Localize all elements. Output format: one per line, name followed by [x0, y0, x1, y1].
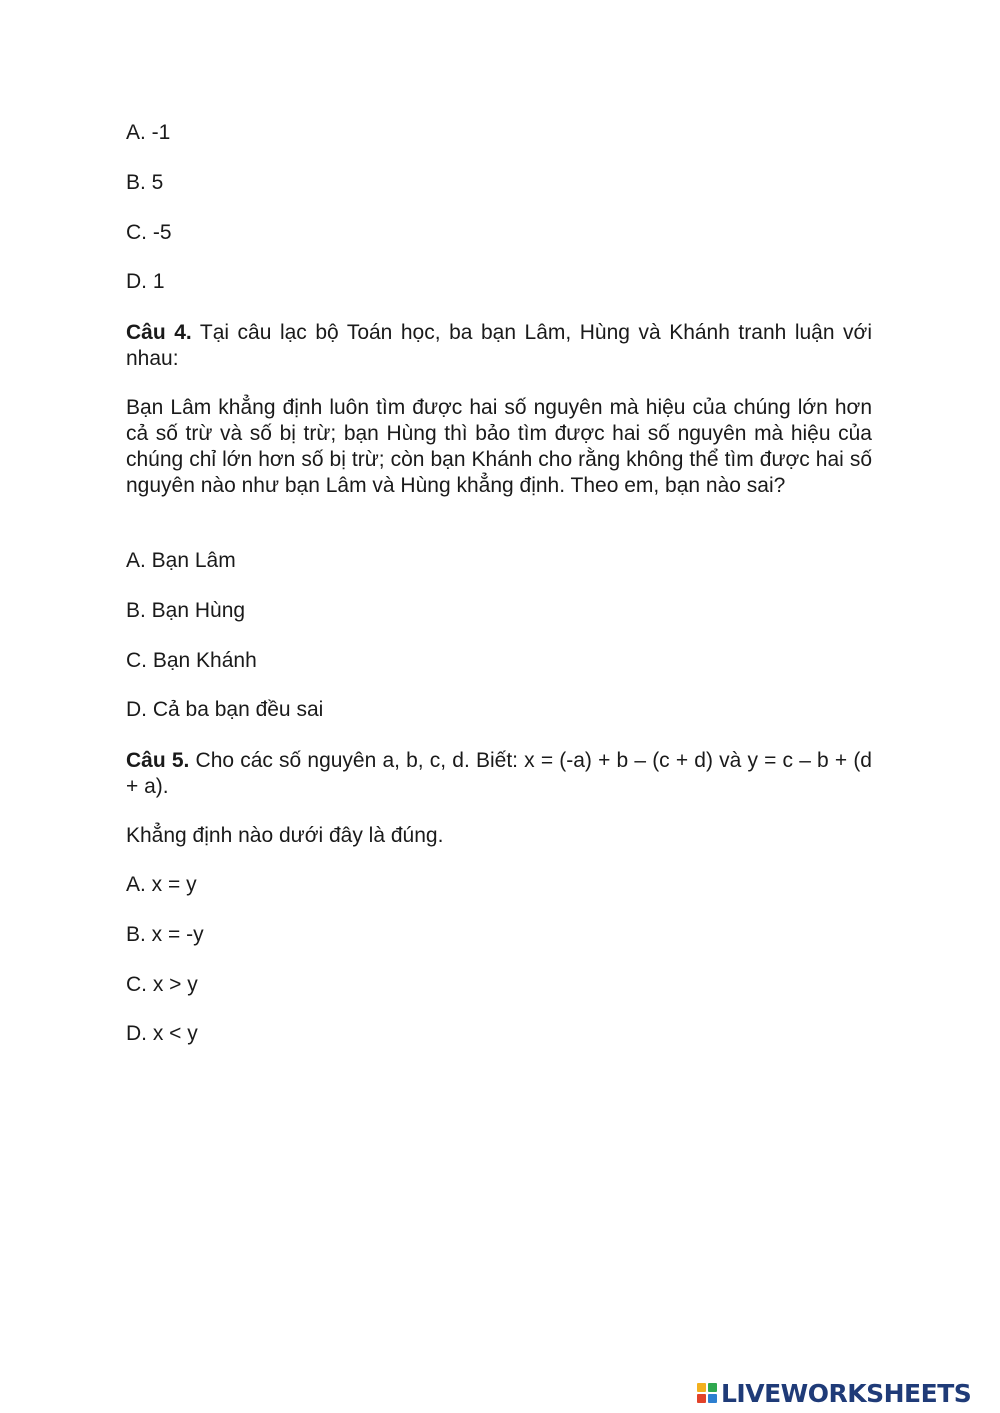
q3-option-d: D. 1 — [126, 270, 165, 293]
q4-option-c: C. Bạn Khánh — [126, 649, 257, 672]
liveworksheets-logo-icon — [697, 1383, 717, 1403]
liveworksheets-logo — [697, 1378, 971, 1408]
q5-label: Câu 5. — [126, 749, 190, 772]
q5-stem-text: Cho các số nguyên a, b, c, d. Biết: x = (-a) + b – (c + d) và y = c – b + (d + a). — [126, 749, 872, 798]
q5-option-a: A. x = y — [126, 873, 197, 896]
q5-prompt: Khẳng định nào dưới đây là đúng. — [126, 824, 444, 847]
logo-square-3 — [697, 1394, 706, 1403]
q5-stem — [126, 748, 872, 800]
q5-option-b: B. x = -y — [126, 923, 204, 946]
q4-option-d: D. Cả ba bạn đều sai — [126, 698, 324, 721]
q5-option-c: C. x > y — [126, 973, 198, 996]
logo-square-4 — [708, 1394, 717, 1403]
q4-label: Câu 4. — [126, 321, 192, 344]
q3-option-a: A. -1 — [126, 121, 171, 144]
q4-stem — [126, 320, 872, 372]
q3-option-c: C. -5 — [126, 221, 172, 244]
logo-brand-text: LIVEWORKSHEETS — [721, 1378, 972, 1408]
q4-option-b: B. Bạn Hùng — [126, 599, 246, 622]
q3-option-b: B. 5 — [126, 171, 164, 194]
logo-square-2 — [708, 1383, 717, 1392]
q5-option-d: D. x < y — [126, 1022, 198, 1045]
logo-square-1 — [697, 1383, 706, 1392]
q4-option-a: A. Bạn Lâm — [126, 549, 236, 572]
q4-body: Bạn Lâm khẳng định luôn tìm được hai số nguyên mà hiệu của chúng lớn hơn cả số trừ và số bị trừ; bạn Hùng thì bảo tìm được hai số nguyên mà hiệu của chúng chỉ lớn hơn số bị trừ; còn bạn Khánh cho rằng không thể tìm được hai số nguyên nào như bạn Lâm và Hùng khẳng định. Theo em, bạn nào sai? — [126, 396, 872, 497]
q4-stem-text: Tại câu lạc bộ Toán học, ba bạn Lâm, Hùng và Khánh tranh luận với nhau: — [126, 321, 872, 370]
